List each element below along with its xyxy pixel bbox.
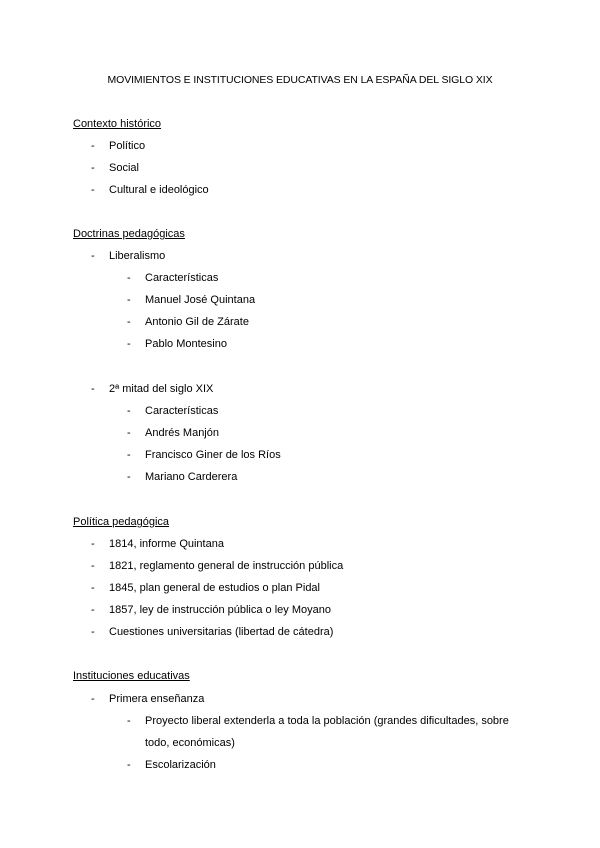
heading-contexto-historico: Contexto histórico (73, 118, 162, 130)
list-item-text: Social (109, 162, 139, 174)
bullet-dash: - (91, 162, 95, 174)
list-item-text: 1814, informe Quintana (109, 538, 224, 550)
bullet-dash: - (91, 538, 95, 550)
bullet-dash: - (127, 294, 131, 306)
bullet-dash: - (91, 250, 95, 262)
bullet-dash: - (91, 140, 95, 152)
list-item-text: Liberalismo (109, 250, 166, 262)
sub-list-item-text: Francisco Giner de los Ríos (145, 449, 281, 461)
bullet-dash: - (127, 759, 131, 771)
sub-list-item-continuation: todo, económicas) (145, 737, 235, 749)
list-item-text: Primera enseñanza (109, 693, 205, 705)
bullet-dash: - (127, 272, 131, 284)
bullet-dash: - (127, 449, 131, 461)
bullet-dash: - (91, 582, 95, 594)
bullet-dash: - (91, 560, 95, 572)
list-item-text: 2ª mitad del siglo XIX (109, 383, 214, 395)
heading-doctrinas-pedagogicas: Doctrinas pedagógicas (73, 228, 185, 240)
sub-list-item-text: Características (145, 272, 219, 284)
bullet-dash: - (127, 405, 131, 417)
bullet-dash: - (127, 471, 131, 483)
sub-list-item-text: Antonio Gil de Zárate (145, 316, 249, 328)
list-item-text: 1857, ley de instrucción pública o ley Moyano (109, 604, 331, 616)
list-item-text: Cultural e ideológico (109, 184, 209, 196)
heading-instituciones-educativas: Instituciones educativas (73, 670, 190, 682)
sub-list-item-text: Proyecto liberal extenderla a toda la población (grandes dificultades, sobre (145, 715, 509, 727)
bullet-dash: - (91, 604, 95, 616)
sub-list-item-text: Pablo Montesino (145, 338, 227, 350)
bullet-dash: - (127, 338, 131, 350)
list-item-text: Político (109, 140, 146, 152)
list-item-text: 1845, plan general de estudios o plan Pidal (109, 582, 320, 594)
bullet-dash: - (91, 626, 95, 638)
sub-list-item-text: Características (145, 405, 219, 417)
sub-list-item-text: Andrés Manjón (145, 427, 219, 439)
list-item-text: Cuestiones universitarias (libertad de cátedra) (109, 626, 334, 638)
bullet-dash: - (127, 316, 131, 328)
bullet-dash: - (91, 383, 95, 395)
sub-list-item-text: Mariano Carderera (145, 471, 238, 483)
bullet-dash: - (127, 427, 131, 439)
bullet-dash: - (127, 715, 131, 727)
bullet-dash: - (91, 693, 95, 705)
sub-list-item-text: Manuel José Quintana (145, 294, 256, 306)
bullet-dash: - (91, 184, 95, 196)
sub-list-item-text: Escolarización (145, 759, 216, 771)
list-item-text: 1821, reglamento general de instrucción pública (109, 560, 344, 572)
document-title: MOVIMIENTOS E INSTITUCIONES EDUCATIVAS EN LA ESPAÑA DEL SIGLO XIX (107, 74, 493, 86)
heading-politica-pedagogica: Política pedagógica (73, 516, 170, 528)
